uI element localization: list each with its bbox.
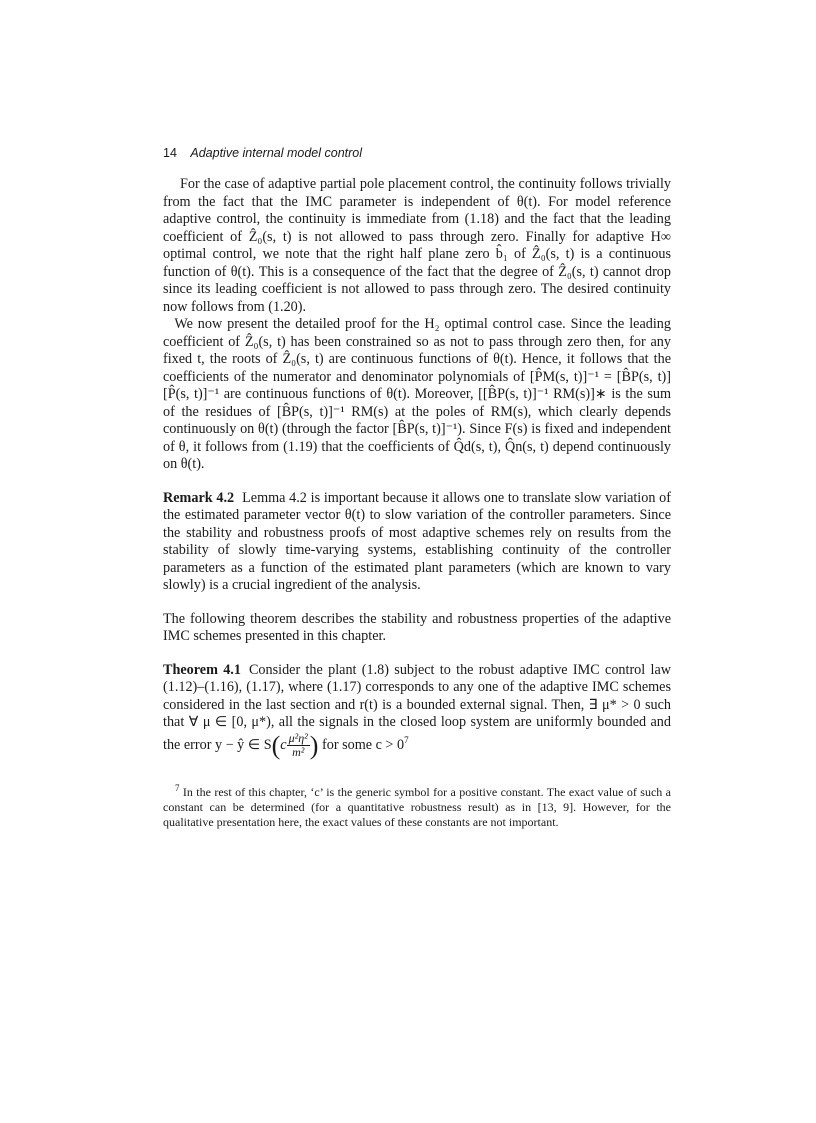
page [163,146,671,830]
footnote-mark: 7 [175,782,180,793]
theorem-4-1 [163,662,671,759]
theorem-text-a: Consider the plant (1.8) subject to the robust adaptive IMC control law (1.12)–(1.16), (1.17), where (1.17) corresponds to any one of the adaptive IMC schemes considered in the last section and r(t) is a bounded external signal. Then, ∃ μ* > 0 such that ∀ μ ∈ [0, μ*), all the signals in the closed loop system are uniformly bounded and the error y − ŷ ∈ S [163,661,671,753]
fraction-numerator: μ²η² [288,730,308,745]
constant-c: c [280,736,287,753]
paragraph-h2-proof: We now present the detailed proof for the H₂ optimal control case. Since the leading coefficient of Ẑ₀(s, t) has been constrained so as not to pass through zero then, for any fixed t, the roots of Ẑ₀(s, t) are continuous functions of θ(t). Hence, it follows that the coefficients of the numerator and denominator polynomials of [P̂M(s, t)]⁻¹ = [B̂P(s, t)][P̂(s, t)]⁻¹ are continuous functions of θ(t). Moreover, [[B̂P(s, t)]⁻¹ RM(s)]∗ is the sum of the residues of [B̂P(s, t)]⁻¹ RM(s) at the poles of RM(s), which clearly depends continuously on θ(t) (through the factor [B̂P(s, t)]⁻¹). Since F(s) is fixed and independent of θ, it follows from (1.19) that the coefficients of Q̂d(s, t), Q̂n(s, t) depend continuously on θ(t). [163,316,671,472]
footnote-ref: 7 [404,734,409,745]
footnote-text: In the rest of this chapter, ‘c’ is the generic symbol for a positive constant. The exact value of such a constant can be determined (for a quantitative robustness result) as in [13, 9]. However, for the qualitative presentation here, the exact values of these constants are not important. [163,784,672,829]
fraction-denominator: m² [292,744,305,759]
remark-label: Remark 4.2 [163,489,235,506]
remark-text: Lemma 4.2 is important because it allows one to translate slow variation of the estimated parameter vector θ(t) to slow variation of the controller parameters. Since the stability and robustness proofs of most adaptive schemes rely on results from the stability of slowly time-varying systems, establishing continuity of the controller parameters as a function of the estimated plant parameters (which are known to vary slowly) is a crucial ingredient of the analysis. [163,489,671,593]
paragraph-continuity: For the case of adaptive partial pole placement control, the continuity follows trivially from the fact that the IMC parameter is independent of θ(t). For model reference adaptive control, the continuity is immediate from (1.18) and the fact that the leading coefficient of Ẑ₀(s, t) is not allowed to pass through zero. Finally for adaptive H∞ optimal control, we note that the right half plane zero b̂₁ of Ẑ₀(s, t) is a continuous function of θ(t). This is a consequence of the fact that the degree of Ẑ₀(s, t) cannot drop since its leading coefficient is not allowed to pass through zero. The desired continuity now follows from (1.20). [163,176,671,315]
theorem-text-b: for some c > 0 [318,736,405,753]
chapter-title: Adaptive internal model control [190,146,363,160]
right-paren: ) [309,730,319,760]
running-head [163,146,671,164]
fraction [287,732,310,759]
page-number: 14 [163,146,177,160]
theorem-label: Theorem 4.1 [163,661,241,678]
paragraph-theorem-intro: The following theorem describes the stability and robustness properties of the adaptive IMC schemes presented in this chapter. [163,610,671,644]
footnote-7 [163,781,671,830]
remark-4-2 [163,490,671,595]
left-paren: ( [271,730,281,760]
